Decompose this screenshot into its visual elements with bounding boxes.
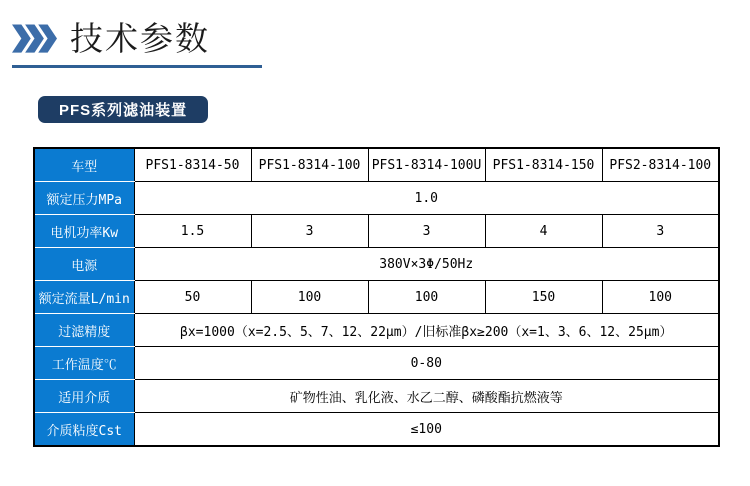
section-header [12, 22, 210, 55]
row-label-filtration: 过滤精度 [34, 314, 134, 347]
model-cell-4: PFS1-8314-150 [485, 148, 602, 182]
table-row-temperature [34, 347, 719, 380]
triple-chevron-icon [12, 24, 57, 53]
series-badge-label: PFS系列滤油装置 [59, 102, 188, 119]
media-value: 矿物性油、乳化液、水乙二醇、磷酸酯抗燃液等 [134, 380, 719, 413]
table-row-pressure [34, 182, 719, 215]
motor-power-cell-1: 1.5 [134, 215, 251, 248]
motor-power-cell-5: 3 [602, 215, 719, 248]
temperature-value: 0-80 [134, 347, 719, 380]
filtration-value: βx=1000（x=2.5、5、7、12、22μm）/旧标准βx≥200（x=1、3、6、12、25μm） [134, 314, 719, 347]
table-row-media [34, 380, 719, 413]
viscosity-value: ≤100 [134, 413, 719, 447]
page-title: 技术参数 [70, 20, 210, 57]
table-row-viscosity [34, 413, 719, 447]
spec-table [33, 147, 720, 447]
row-label-viscosity: 介质粘度Cst [34, 413, 134, 447]
model-cell-1: PFS1-8314-50 [134, 148, 251, 182]
pressure-value: 1.0 [134, 182, 719, 215]
row-label-motor-power: 电机功率Kw [34, 215, 134, 248]
row-label-model: 车型 [34, 148, 134, 182]
motor-power-cell-2: 3 [251, 215, 368, 248]
flow-rate-cell-1: 50 [134, 281, 251, 314]
row-label-flow-rate: 额定流量L/min [34, 281, 134, 314]
row-label-power-supply: 电源 [34, 248, 134, 281]
flow-rate-cell-5: 100 [602, 281, 719, 314]
flow-rate-cell-4: 150 [485, 281, 602, 314]
table-row-model [34, 148, 719, 182]
motor-power-cell-4: 4 [485, 215, 602, 248]
table-row-power-supply [34, 248, 719, 281]
row-label-pressure: 额定压力MPa [34, 182, 134, 215]
table-row-filtration [34, 314, 719, 347]
table-row-motor-power [34, 215, 719, 248]
row-label-media: 适用介质 [34, 380, 134, 413]
title-underline [12, 65, 262, 68]
motor-power-cell-3: 3 [368, 215, 485, 248]
power-supply-value: 380V×3Φ/50Hz [134, 248, 719, 281]
model-cell-5: PFS2-8314-100 [602, 148, 719, 182]
series-badge [38, 96, 208, 123]
flow-rate-cell-3: 100 [368, 281, 485, 314]
flow-rate-cell-2: 100 [251, 281, 368, 314]
model-cell-2: PFS1-8314-100 [251, 148, 368, 182]
row-label-temperature: 工作温度℃ [34, 347, 134, 380]
table-row-flow-rate [34, 281, 719, 314]
model-cell-3: PFS1-8314-100U [368, 148, 485, 182]
